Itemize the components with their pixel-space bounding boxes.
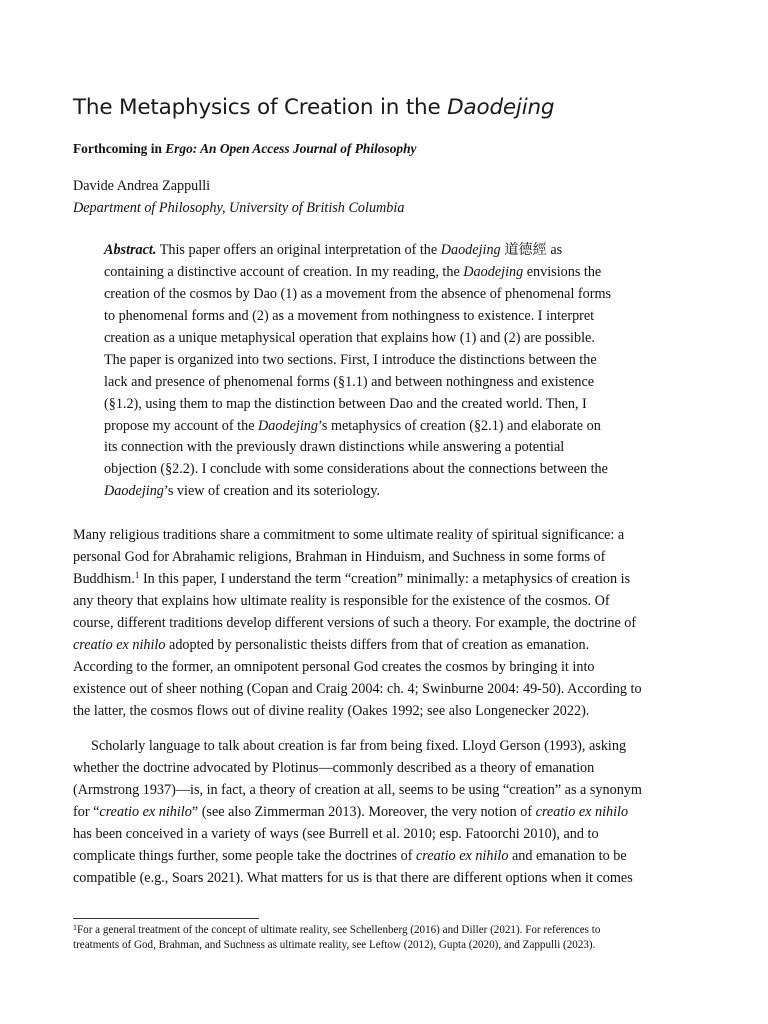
italic-run: creatio ex nihilo — [535, 803, 629, 820]
italic-run: creatio ex nihilo — [73, 636, 166, 653]
text-run: containing a distinctive account of creation. In my reading, the — [104, 263, 464, 280]
author-name: Davide Andrea Zappulli — [73, 178, 211, 194]
footnote-marker: 1 — [73, 923, 77, 932]
abstract-line — [104, 481, 664, 503]
body-line — [73, 569, 703, 591]
text-run: 道德經 as — [500, 242, 563, 258]
text-run: and emanation to be — [508, 847, 627, 864]
text-run: ” (see also Zimmerman 2013). Moreover, the very notion of — [191, 803, 536, 820]
abstract-line: its connection with the previously drawn distinctions while answering a potential — [104, 439, 565, 456]
body-line — [73, 846, 703, 868]
footnote-line: treatments of God, Brahman, and Suchness as ultimate reality, see Leftow (2012), Gupta (2020), and Zappulli (2023). — [73, 939, 596, 951]
footnote-reference[interactable]: 1 — [134, 569, 140, 580]
journal-name: Ergo: An Open Access Journal of Philosophy — [165, 141, 417, 156]
abstract-line: creation as a unique metaphysical operation that explains how (1) and (2) are possible. — [104, 329, 595, 346]
abstract-line: The paper is organized into two sections. First, I introduce the distinctions between the — [104, 351, 597, 368]
body-line: personal God for Abrahamic religions, Brahman in Hinduism, and Suchness in some forms of — [73, 548, 606, 565]
text-run: Buddhism. — [73, 570, 135, 587]
body-line — [73, 802, 703, 824]
author-affiliation: Department of Philosophy, University of British Columbia — [73, 200, 405, 216]
body-line — [73, 635, 703, 657]
abstract-block — [104, 240, 664, 503]
footnote-line — [73, 923, 713, 938]
text-run: complicate things further, some people take the doctrines of — [73, 847, 416, 864]
text-run: propose my account of the — [104, 417, 259, 434]
body-paragraph-1 — [73, 525, 703, 722]
body-line: any theory that explains how ultimate reality is responsible for the existence of the cosmos. Of — [73, 592, 610, 609]
italic-run: creatio ex nihilo — [99, 803, 192, 820]
italic-run: Daodejing — [258, 417, 318, 434]
text-run: This paper offers an original interpretation of the — [156, 242, 441, 258]
abstract-label: Abstract. — [104, 242, 157, 258]
abstract-line — [104, 240, 664, 262]
italic-run: Daodejing — [463, 263, 524, 280]
abstract-line: (§1.2), using them to map the distinction between Dao and the created world. Then, I — [104, 395, 587, 412]
abstract-line — [104, 262, 664, 284]
body-line: (Armstrong 1937)—is, in fact, a theory of creation at all, seems to be using “creation” as a synonym — [73, 781, 642, 798]
body-line: According to the former, an omnipotent personal God creates the cosmos by bringing it into — [73, 658, 595, 675]
text-run: ’s view of creation and its soteriology. — [163, 483, 381, 500]
italic-run: Daodejing — [440, 242, 501, 258]
italic-run: Daodejing — [104, 483, 164, 500]
paper-title — [73, 93, 554, 123]
italic-run: creatio ex nihilo — [415, 847, 509, 864]
body-line: compatible (e.g., Soars 2021). What matters for us is that there are different options when it comes — [73, 869, 633, 886]
abstract-line: to phenomenal forms and (2) as a movement from nothingness to existence. I interpret — [104, 307, 595, 324]
text-run: ’s metaphysics of creation (§2.1) and elaborate on — [317, 417, 601, 434]
body-line: existence out of sheer nothing (Copan and Craig 2004: ch. 4; Swinburne 2004: 49-50). According to — [73, 680, 642, 697]
forthcoming-prefix: Forthcoming in — [73, 141, 166, 156]
paper-title-italic: Daodejing — [447, 95, 555, 120]
text-run: adopted by personalistic theists differs from that of creation as emanation. — [165, 636, 590, 653]
abstract-line: creation of the cosmos by Dao (1) as a movement from the absence of phenomenal forms — [104, 285, 612, 302]
footnote-separator — [73, 918, 259, 919]
body-line: Scholarly language to talk about creation is far from being fixed. Lloyd Gerson (1993), asking — [91, 738, 627, 754]
abstract-line: objection (§2.2). I conclude with some considerations about the connections between the — [104, 461, 608, 478]
paper-title-prefix: The Metaphysics of Creation in the — [73, 95, 448, 120]
forthcoming-note — [73, 139, 416, 159]
body-line: Many religious traditions share a commitment to some ultimate reality of spiritual significance: a — [73, 527, 625, 543]
footnote-1 — [73, 923, 713, 953]
body-paragraph-2 — [73, 736, 703, 890]
text-run: envisions the — [523, 263, 602, 280]
text-run: for “ — [73, 803, 100, 820]
abstract-line: lack and presence of phenomenal forms (§1.1) and between nothingness and existence — [104, 373, 595, 390]
abstract-line — [104, 416, 664, 438]
text-run: For a general treatment of the concept of ultimate reality, see Schellenberg (2016) and Diller (2021). For references to — [77, 924, 601, 936]
body-line: whether the doctrine advocated by Plotinus—commonly described as a theory of emanation — [73, 759, 595, 776]
body-line: the latter, the cosmos flows out of divine reality (Oakes 1992; see also Longenecker 2022). — [73, 702, 590, 719]
body-line: has been conceived in a variety of ways (see Burrell et al. 2010; esp. Fatoorchi 2010), and to — [73, 825, 599, 842]
text-run: In this paper, I understand the term “creation” minimally: a metaphysics of creation is — [139, 570, 631, 587]
body-line: course, different traditions develop different versions of such a theory. For example, the doctrine of — [73, 614, 637, 631]
